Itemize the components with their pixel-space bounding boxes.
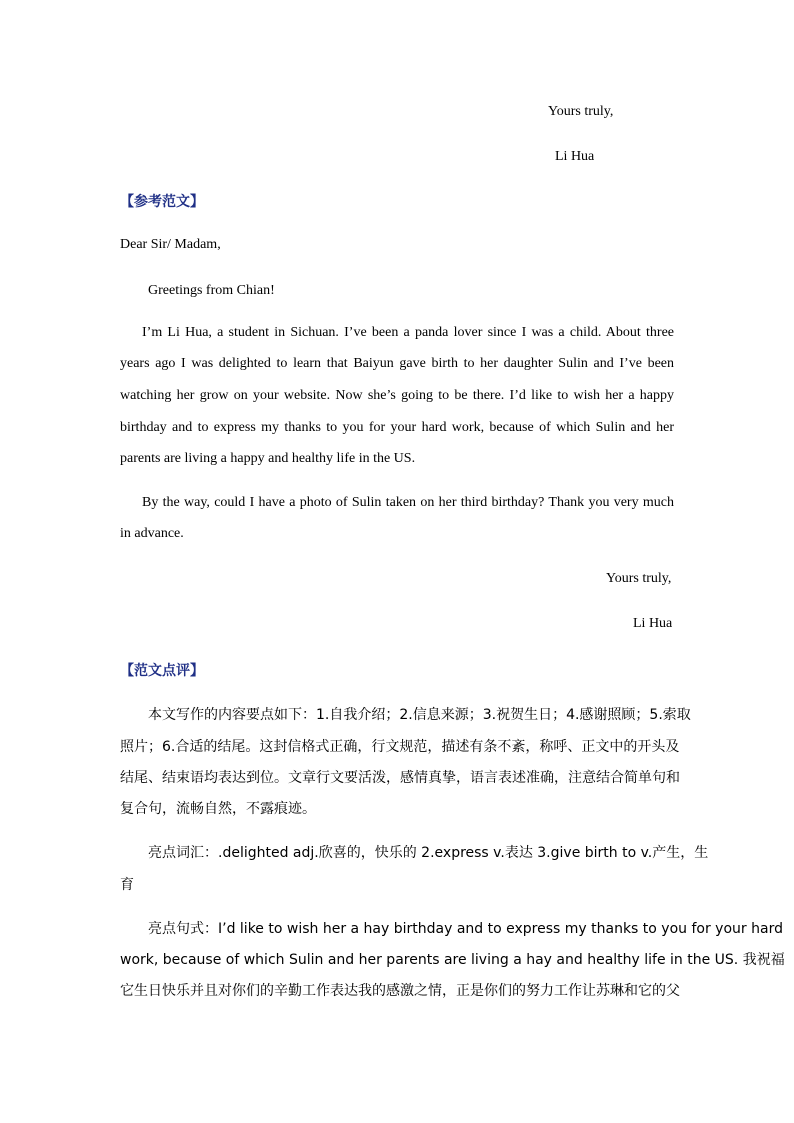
highlight-vocab-line: 育 xyxy=(120,877,134,893)
letter-paragraph1-line: I’m Li Hua, a student in Sichuan. I’ve been a panda lover since I was a child. About three xyxy=(142,325,674,340)
letter-salutation: Dear Sir/ Madam, xyxy=(120,237,221,252)
letter-signature-name: Li Hua xyxy=(633,616,673,631)
top-signature-name: Li Hua xyxy=(555,149,595,164)
review-summary-line: 结尾、结束语均表达到位。文章行文要活泼，感情真挚，语言表述准确，注意结合简单句和 xyxy=(120,770,680,786)
review-summary-line: 复合句，流畅自然，不露痕迹。 xyxy=(120,801,316,817)
highlight-sentence-line: 它生日快乐并且对你们的辛勤工作表达我的感激之情，正是你们的努力工作让苏琳和它的父 xyxy=(120,983,680,999)
review-heading: 【范文点评】 xyxy=(120,663,204,679)
letter-greeting: Greetings from Chian! xyxy=(148,283,275,298)
highlight-vocab-line: 亮点词汇：.delighted adj.欣喜的，快乐的 2.express v.表达 3.give birth to v.产生，生 xyxy=(148,845,709,861)
review-summary-line: 照片；6.合适的结尾。这封信格式正确，行文规范，描述有条不紊，称呼、正文中的开头及 xyxy=(120,739,680,755)
highlight-sentence-line: work, because of which Sulin and her parents are living a hay and healthy life in the US. 我祝福 xyxy=(120,952,785,968)
top-sign-off: Yours truly, xyxy=(548,104,614,119)
review-summary-line: 本文写作的内容要点如下：1.自我介绍；2.信息来源；3.祝贺生日；4.感谢照顾；5.索取 xyxy=(148,707,691,723)
sample-essay-heading: 【参考范文】 xyxy=(120,194,204,210)
letter-paragraph1-line: birthday and to express my thanks to you for your hard work, because of which Sulin and her xyxy=(120,420,674,435)
letter-paragraph1-line: watching her grow on your website. Now she’s going to be there. I’d like to wish her a happy xyxy=(120,388,674,403)
letter-sign-off: Yours truly, xyxy=(606,571,672,586)
letter-paragraph1-line: years ago I was delighted to learn that Baiyun gave birth to her daughter Sulin and I’ve been xyxy=(120,356,674,371)
highlight-sentence-line: 亮点句式：I’d like to wish her a hay birthday and to express my thanks to you for your hard xyxy=(148,921,783,937)
letter-paragraph1-line: parents are living a happy and healthy life in the US. xyxy=(120,451,416,466)
letter-paragraph2-line: in advance. xyxy=(120,526,184,541)
letter-paragraph2-line: By the way, could I have a photo of Sulin taken on her third birthday? Thank you very much xyxy=(142,495,674,510)
